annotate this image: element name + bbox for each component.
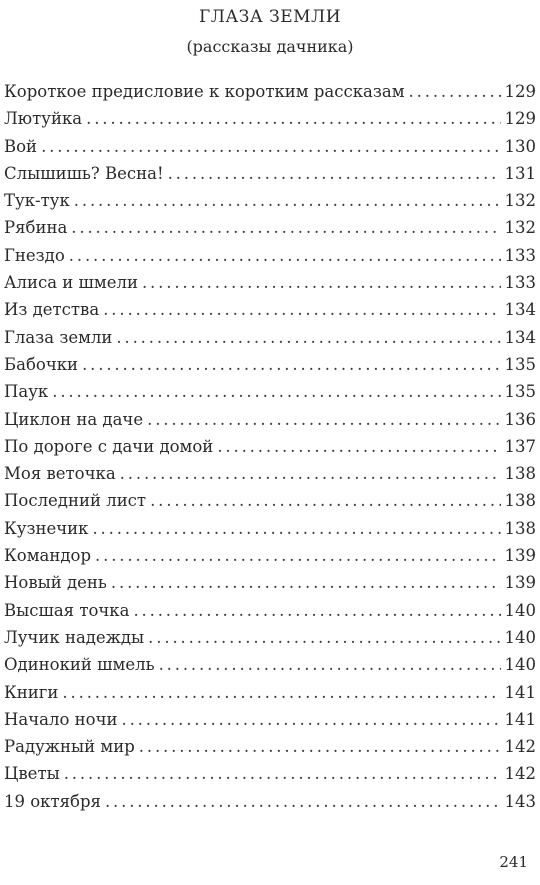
toc-entry [4,382,536,409]
toc-entry-title: Цветы [4,764,60,784]
toc-entry [4,792,536,819]
toc-entry-page: 131 [504,163,536,183]
toc-entry [4,82,536,109]
toc-entry-title: Бабочки [4,354,79,374]
toc-dot-leader [69,246,501,265]
toc-entry-title: Моя веточка [4,464,116,484]
toc-entry-title: Радужный мир [4,737,135,757]
toc-entry-page: 140 [504,600,536,620]
toc-entry-title: Паук [4,382,49,402]
toc-dot-leader [133,601,500,620]
toc-entry-page: 141 [504,682,536,702]
toc-dot-leader [139,737,501,756]
toc-dot-leader [71,218,500,237]
page-number: 241 [499,853,528,871]
toc-entry-page: 134 [504,300,536,320]
toc-dot-leader [103,300,500,319]
toc-dot-leader [150,491,500,510]
toc-entry-page: 136 [504,409,536,429]
toc-dot-leader [92,519,500,538]
toc-entry [4,437,536,464]
toc-entry-page: 130 [504,136,536,156]
toc-entry [4,683,536,710]
toc-entry-page: 134 [504,327,536,347]
toc-dot-leader [95,546,500,565]
toc-entry [4,328,536,355]
toc-entry-title: Из детства [4,300,100,320]
toc-entry [4,655,536,682]
toc-dot-leader [120,464,501,483]
toc-entry-title: Алиса и шмели [4,273,138,293]
toc-dot-leader [168,164,501,183]
toc-dot-leader [86,109,500,128]
toc-entry-page: 133 [504,273,536,293]
toc-entry [4,491,536,518]
toc-dot-leader [409,82,501,101]
section-header [0,6,540,58]
toc-entry-page: 140 [504,655,536,675]
toc-entry-page: 140 [504,627,536,647]
toc-entry-title: Одинокий шмель [4,655,155,675]
toc-entry-title: Высшая точка [4,600,130,620]
toc-entry [4,246,536,273]
toc-entry-page: 129 [504,109,536,129]
toc-entry-title: Книги [4,682,59,702]
toc-entry [4,737,536,764]
toc-dot-leader [142,273,501,292]
toc-entry-title: Вой [4,136,38,156]
toc-entry-title: Короткое предисловие к коротким рассказам [4,82,405,101]
section-title: ГЛАЗА ЗЕМЛИ [198,7,342,27]
toc-entry-title: Кузнечик [4,518,89,538]
toc-entry [4,109,536,136]
toc-dot-leader [111,573,501,592]
toc-entry [4,191,536,218]
toc-entry-page: 133 [504,245,536,265]
toc-entry [4,273,536,300]
toc-entry [4,218,536,245]
toc-dot-leader [64,764,501,783]
toc-entry-page: 141 [504,709,536,729]
toc-entry [4,164,536,191]
toc-entry [4,137,536,164]
toc-dot-leader [148,628,500,647]
toc-entry-page: 137 [504,436,536,456]
table-of-contents [4,82,536,819]
toc-entry [4,410,536,437]
toc-entry-page: 135 [504,382,536,402]
toc-dot-leader [116,328,500,347]
toc-entry-title: Новый день [4,573,107,593]
toc-entry-title: Слышишь? Весна! [4,163,164,183]
section-subtitle: (рассказы дачника) [186,37,354,56]
toc-entry [4,519,536,546]
toc-dot-leader [105,792,501,811]
toc-entry [4,464,536,491]
toc-entry-title: Начало ночи [4,709,118,729]
toc-dot-leader [62,683,500,702]
toc-dot-leader [52,382,500,401]
toc-entry-page: 138 [504,518,536,538]
toc-dot-leader [121,710,500,729]
toc-dot-leader [41,137,500,156]
toc-entry-title: Лучик надежды [4,627,145,647]
toc-entry-page: 132 [504,191,536,211]
toc-entry-page: 142 [504,764,536,784]
toc-entry-title: Лютуйка [4,109,83,129]
toc-entry [4,764,536,791]
toc-entry-page: 139 [504,573,536,593]
toc-entry-page: 129 [504,82,536,101]
toc-entry [4,573,536,600]
toc-entry [4,355,536,382]
toc-entry [4,710,536,737]
toc-dot-leader [217,437,500,456]
toc-entry [4,300,536,327]
toc-entry-page: 132 [504,218,536,238]
toc-entry-page: 143 [504,791,536,811]
toc-entry [4,546,536,573]
toc-entry-page: 138 [504,491,536,511]
toc-dot-leader [159,655,501,674]
toc-entry-title: Рябина [4,218,68,238]
toc-entry-title: Тук-тук [4,191,70,211]
toc-dot-leader [82,355,500,374]
toc-dot-leader [74,191,501,210]
toc-entry-page: 138 [504,464,536,484]
toc-entry [4,628,536,655]
toc-entry-page: 135 [504,354,536,374]
toc-entry-title: Последний лист [4,491,147,511]
toc-dot-leader [147,410,500,429]
toc-entry-title: 19 октября [4,791,101,811]
toc-entry-title: Командор [4,546,92,566]
toc-entry-page: 142 [504,737,536,757]
toc-entry-title: Гнездо [4,245,65,265]
toc-entry-title: Циклон на даче [4,409,144,429]
toc-entry-page: 139 [504,546,536,566]
toc-entry-title: По дороге с дачи домой [4,436,214,456]
toc-entry-title: Глаза земли [4,327,113,347]
toc-entry [4,601,536,628]
